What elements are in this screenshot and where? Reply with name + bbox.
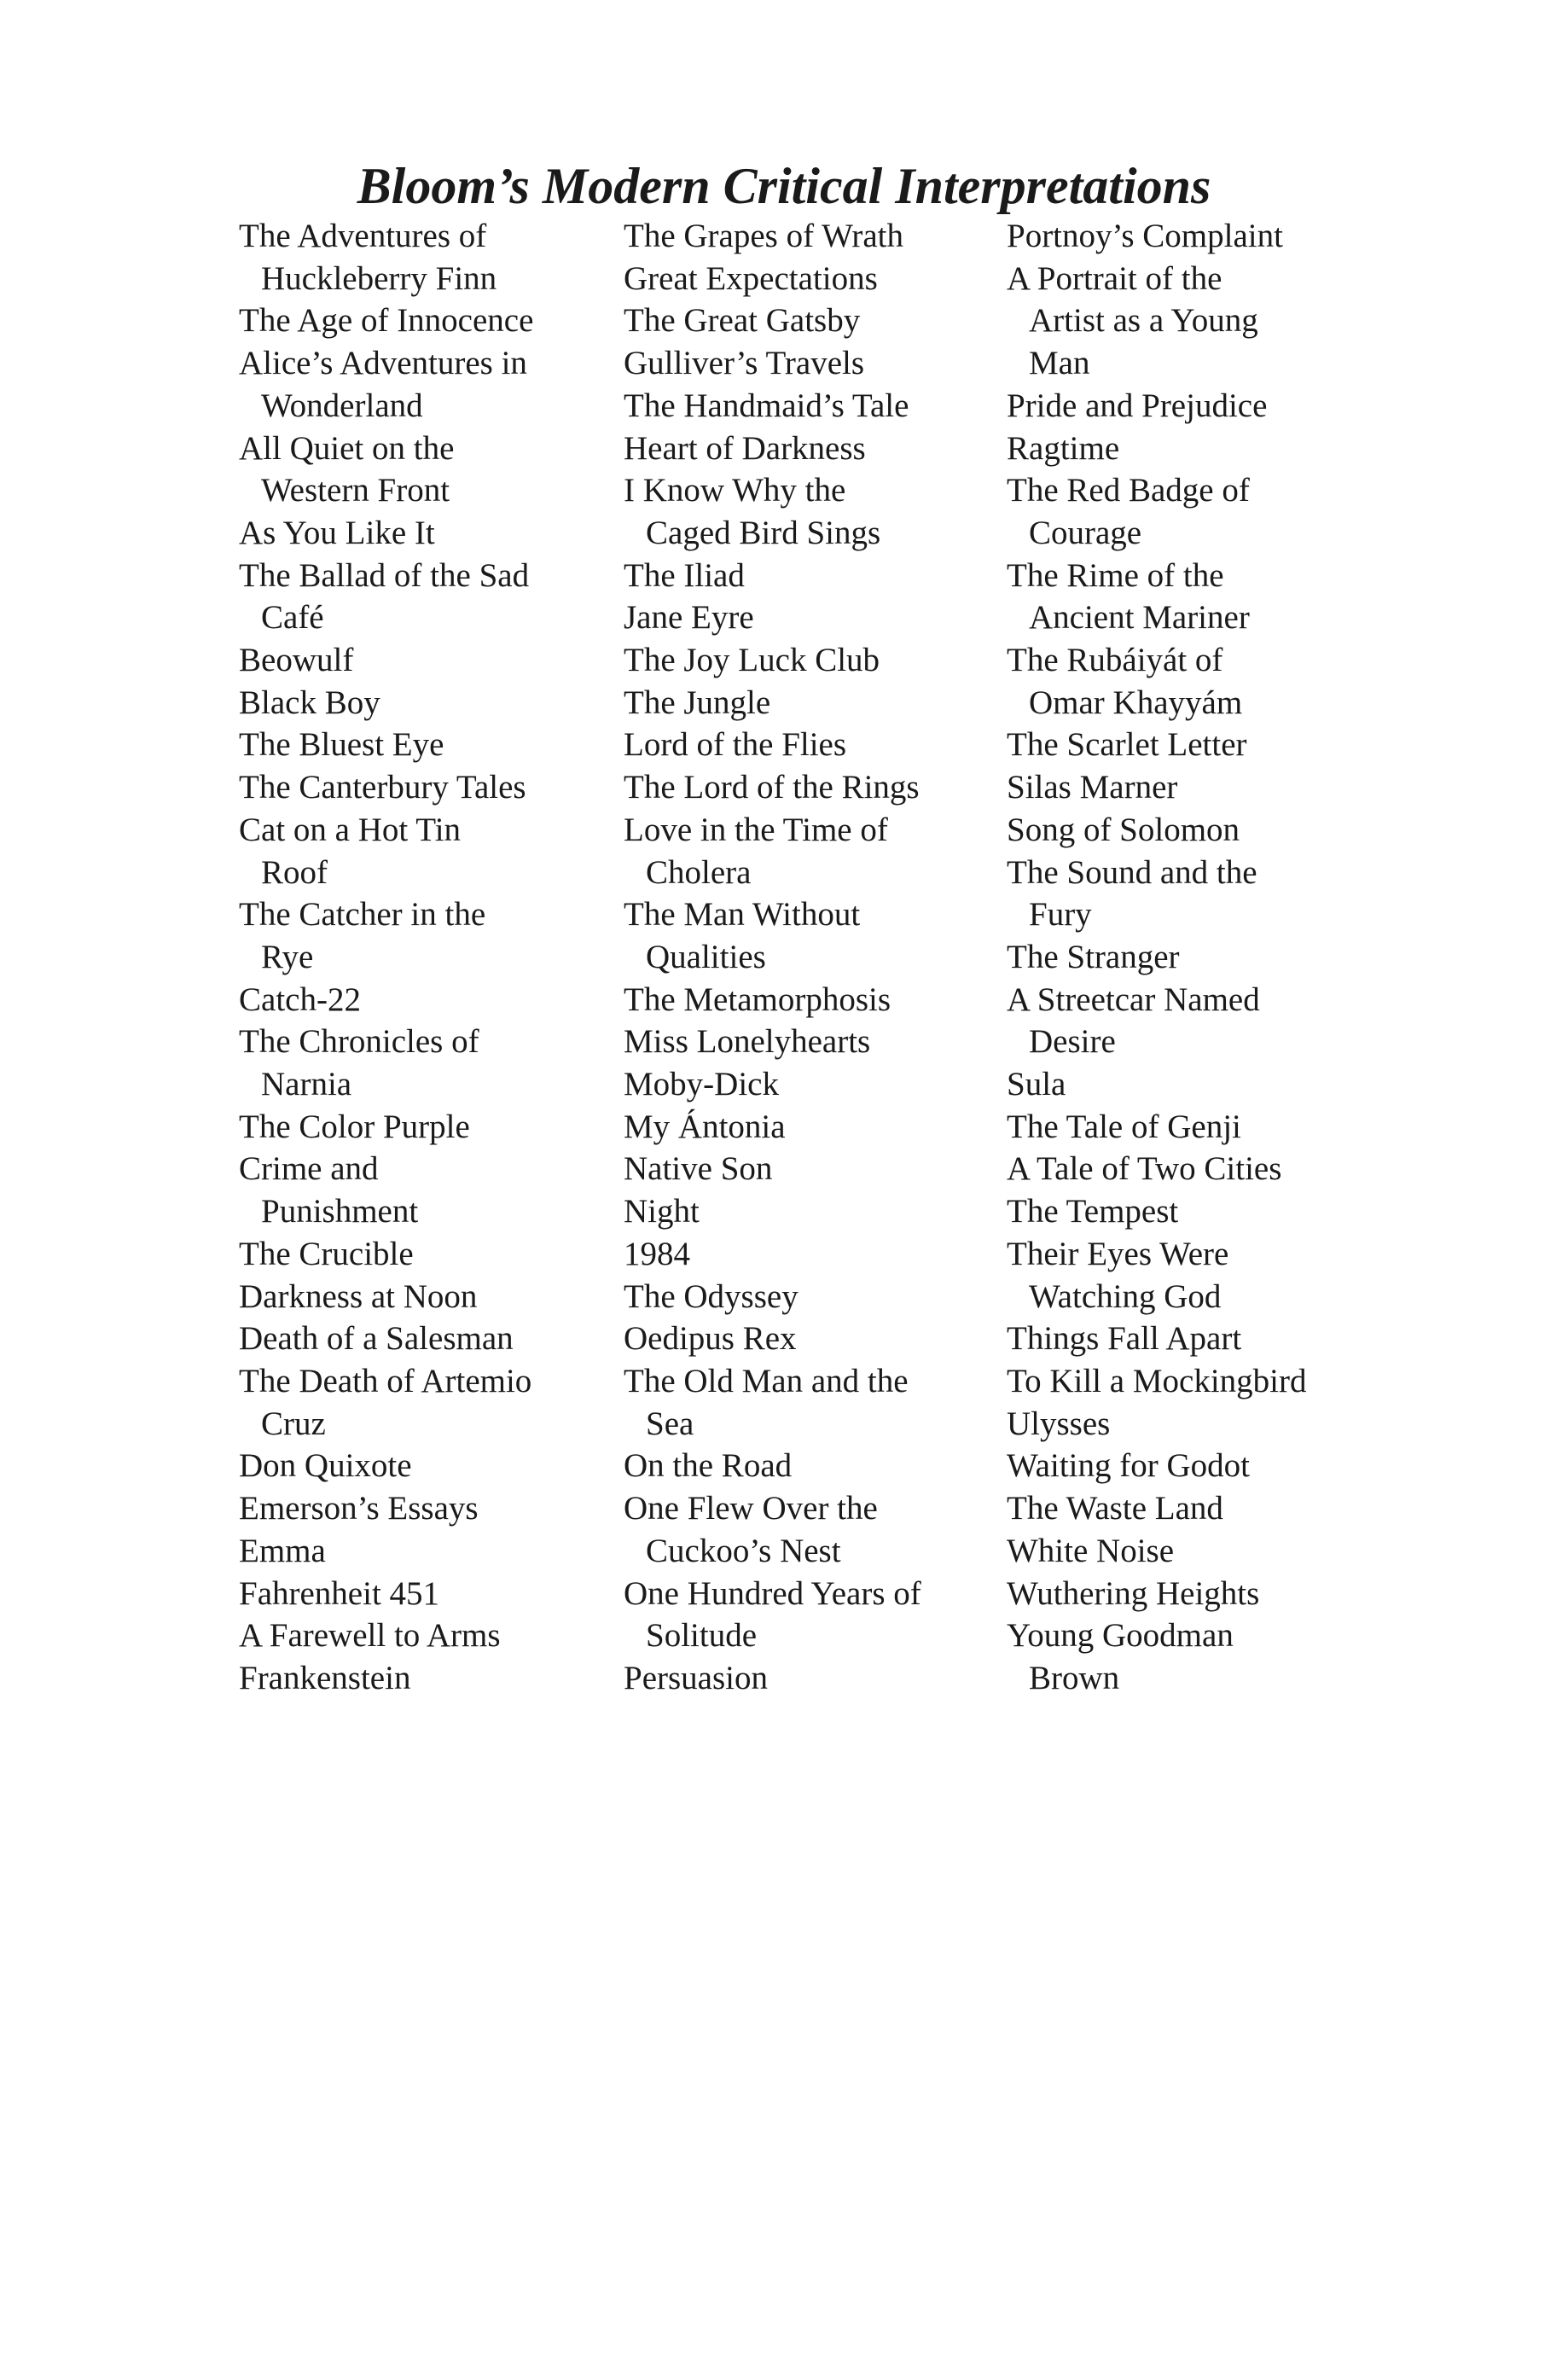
book-title-item: The Metamorphosis xyxy=(624,980,891,1018)
book-title-item: Jane Eyre xyxy=(624,599,754,637)
book-title-item: Black Boy xyxy=(239,684,380,721)
book-title-item: Heart of Darkness xyxy=(624,429,866,467)
book-title-item: Emma xyxy=(239,1532,326,1569)
book-title-item: Emerson’s Essays xyxy=(239,1490,479,1527)
title-list-column-3 xyxy=(1007,215,1382,1700)
book-title-item: Great Expectations xyxy=(624,259,878,297)
book-title-item: Portnoy’s Complaint xyxy=(1007,218,1283,254)
book-title-item: Miss Lonelyhearts xyxy=(624,1023,871,1061)
book-title-item: Waiting for Godot xyxy=(1007,1447,1250,1485)
book-title-item: The Stranger xyxy=(1007,938,1180,975)
book-title-item: Alice’s Adventures in Wonderland xyxy=(239,345,527,424)
book-title-item: A Farewell to Arms xyxy=(239,1617,501,1655)
book-title-item: The Ballad of the Sad Café xyxy=(239,556,530,637)
book-title-item: A Streetcar Named Desire xyxy=(1007,980,1260,1061)
title-list-column-2 xyxy=(624,215,999,1700)
book-title-item: The Rime of the Ancient Mariner xyxy=(1007,556,1250,637)
book-title-item: The Joy Luck Club xyxy=(624,642,880,679)
book-title-item: The Jungle xyxy=(624,684,771,721)
book-title-item: A Tale of Two Cities xyxy=(1007,1150,1282,1188)
book-title-item: Cat on a Hot Tin Roof xyxy=(239,811,462,891)
book-title-item: Young Goodman Brown xyxy=(1007,1617,1234,1696)
book-title-item: Wuthering Heights xyxy=(1007,1574,1260,1612)
book-title-item: To Kill a Mockingbird xyxy=(1007,1362,1307,1399)
book-title-item: Darkness at Noon xyxy=(239,1277,478,1315)
book-title-item: The Catcher in the Rye xyxy=(239,896,486,975)
book-title-item: The Man Without Qualities xyxy=(624,896,861,975)
book-title-item: I Know Why the Caged Bird Sings xyxy=(624,472,881,551)
book-title-item: Ragtime xyxy=(1007,429,1120,467)
book-title-item: The Grapes of Wrath xyxy=(624,218,903,254)
book-title-item: Night xyxy=(624,1193,700,1231)
book-title-item: The Iliad xyxy=(624,556,745,594)
book-title-item: The Bluest Eye xyxy=(239,726,444,764)
book-title-item: One Hundred Years of Solitude xyxy=(624,1574,921,1655)
book-title-item: The Sound and the Fury xyxy=(1007,853,1257,934)
book-title-item: The Scarlet Letter xyxy=(1007,726,1247,764)
book-title-item: Their Eyes Were Watching God xyxy=(1007,1235,1229,1315)
book-title-item: The Death of Artemio Cruz xyxy=(239,1362,532,1442)
book-title-item: Don Quixote xyxy=(239,1447,412,1485)
book-title-item: Song of Solomon xyxy=(1007,811,1240,848)
book-title-item: As You Like It xyxy=(239,514,435,551)
book-title-item: Silas Marner xyxy=(1007,769,1178,806)
book-title-item: Ulysses xyxy=(1007,1405,1111,1442)
book-title-item: Oedipus Rex xyxy=(624,1320,797,1358)
book-title-item: The Great Gatsby xyxy=(624,302,861,340)
book-title-item: Love in the Time of Cholera xyxy=(624,811,888,891)
book-title-item: Pride and Prejudice xyxy=(1007,387,1268,424)
book-title-item: The Waste Land xyxy=(1007,1490,1223,1527)
book-title-item: 1984 xyxy=(624,1235,690,1272)
book-title-item: The Age of Innocence xyxy=(239,302,534,340)
book-title-item: A Portrait of the Artist as a Young Man xyxy=(1007,259,1258,382)
book-title-item: Things Fall Apart xyxy=(1007,1320,1242,1358)
book-title-item: The Canterbury Tales xyxy=(239,769,526,806)
book-title-item: The Chronicles of Narnia xyxy=(239,1023,479,1103)
book-title-item: Sula xyxy=(1007,1066,1066,1103)
book-title-item: My Ántonia xyxy=(624,1108,786,1145)
book-title-item: On the Road xyxy=(624,1447,793,1485)
book-title-item: Fahrenheit 451 xyxy=(239,1574,440,1612)
page-title: Bloom’s Modern Critical Interpretations xyxy=(357,158,1211,215)
book-title-item: Death of a Salesman xyxy=(239,1320,514,1358)
book-title-item: The Old Man and the Sea xyxy=(624,1362,909,1442)
book-title-item: Persuasion xyxy=(624,1659,768,1696)
book-title-item: The Handmaid’s Tale xyxy=(624,387,909,424)
book-title-item: The Tale of Genji xyxy=(1007,1108,1241,1145)
book-title-item: White Noise xyxy=(1007,1532,1175,1569)
book-title-item: The Odyssey xyxy=(624,1277,799,1315)
title-list-column-1 xyxy=(239,215,614,1700)
book-title-item: Gulliver’s Travels xyxy=(624,345,865,382)
book-title-item: Beowulf xyxy=(239,642,354,679)
book-title-item: The Red Badge of Courage xyxy=(1007,472,1250,551)
book-title-item: All Quiet on the Western Front xyxy=(239,429,455,509)
book-title-item: Crime and Punishment xyxy=(239,1150,419,1231)
book-title-item: Lord of the Flies xyxy=(624,726,847,764)
book-title-item: Native Son xyxy=(624,1150,773,1188)
book-title-item: The Rubáiyát of Omar Khayyám xyxy=(1007,642,1243,721)
book-title-item: The Tempest xyxy=(1007,1193,1179,1231)
book-title-item: The Color Purple xyxy=(239,1108,470,1145)
book-title-item: Frankenstein xyxy=(239,1659,411,1696)
book-title-item: The Adventures of Huckleberry Finn xyxy=(239,218,497,297)
book-title-item: The Lord of the Rings xyxy=(624,769,920,806)
book-title-item: Catch-22 xyxy=(239,980,361,1018)
book-title-item: Moby-Dick xyxy=(624,1066,779,1103)
book-title-item: The Crucible xyxy=(239,1235,414,1272)
book-title-item: One Flew Over the Cuckoo’s Nest xyxy=(624,1490,878,1569)
